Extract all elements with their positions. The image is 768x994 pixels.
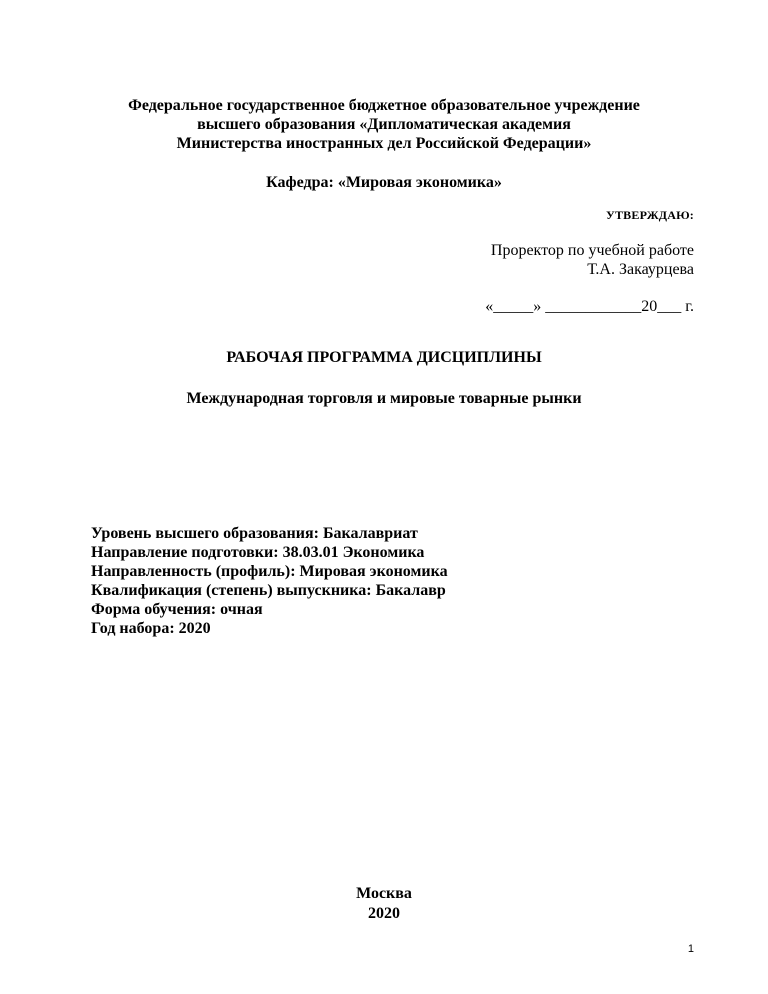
institution-line: Федеральное государственное бюджетное образовательное учреждение: [128, 97, 640, 114]
approver-block: [491, 241, 694, 279]
footer-city: Москва: [356, 885, 412, 902]
detail-line-study-form: Форма обучения: очная: [91, 601, 263, 618]
detail-line-level: Уровень высшего образования: Бакалавриат: [91, 525, 418, 542]
department-title: Кафедра: «Мировая экономика»: [266, 174, 502, 191]
program-title: РАБОЧАЯ ПРОГРАММА ДИСЦИПЛИНЫ: [226, 349, 542, 366]
page-number: 1: [687, 943, 694, 955]
discipline-title: Международная торговля и мировые товарные рынки: [186, 390, 582, 407]
approval-date-line: «_____» ____________20___ г.: [485, 298, 694, 315]
footer-year: 2020: [368, 905, 400, 922]
institution-line: высшего образования «Дипломатическая академия: [197, 116, 571, 133]
footer-city-year: [0, 884, 768, 924]
institution-header: [0, 96, 768, 153]
approver-name: Т.А. Закаурцева: [587, 261, 694, 278]
detail-line-profile: Направленность (профиль): Мировая экономика: [91, 563, 448, 580]
detail-line-qualification: Квалификация (степень) выпускника: Бакалавр: [91, 582, 446, 599]
approval-label: УТВЕРЖДАЮ:: [605, 208, 694, 222]
detail-line-direction: Направление подготовки: 38.03.01 Экономика: [91, 544, 425, 561]
detail-line-enrollment-year: Год набора: 2020: [91, 620, 211, 637]
program-details: [91, 524, 448, 638]
approver-position: Проректор по учебной работе: [490, 242, 694, 259]
institution-line: Министерства иностранных дел Российской Федерации»: [176, 135, 592, 152]
